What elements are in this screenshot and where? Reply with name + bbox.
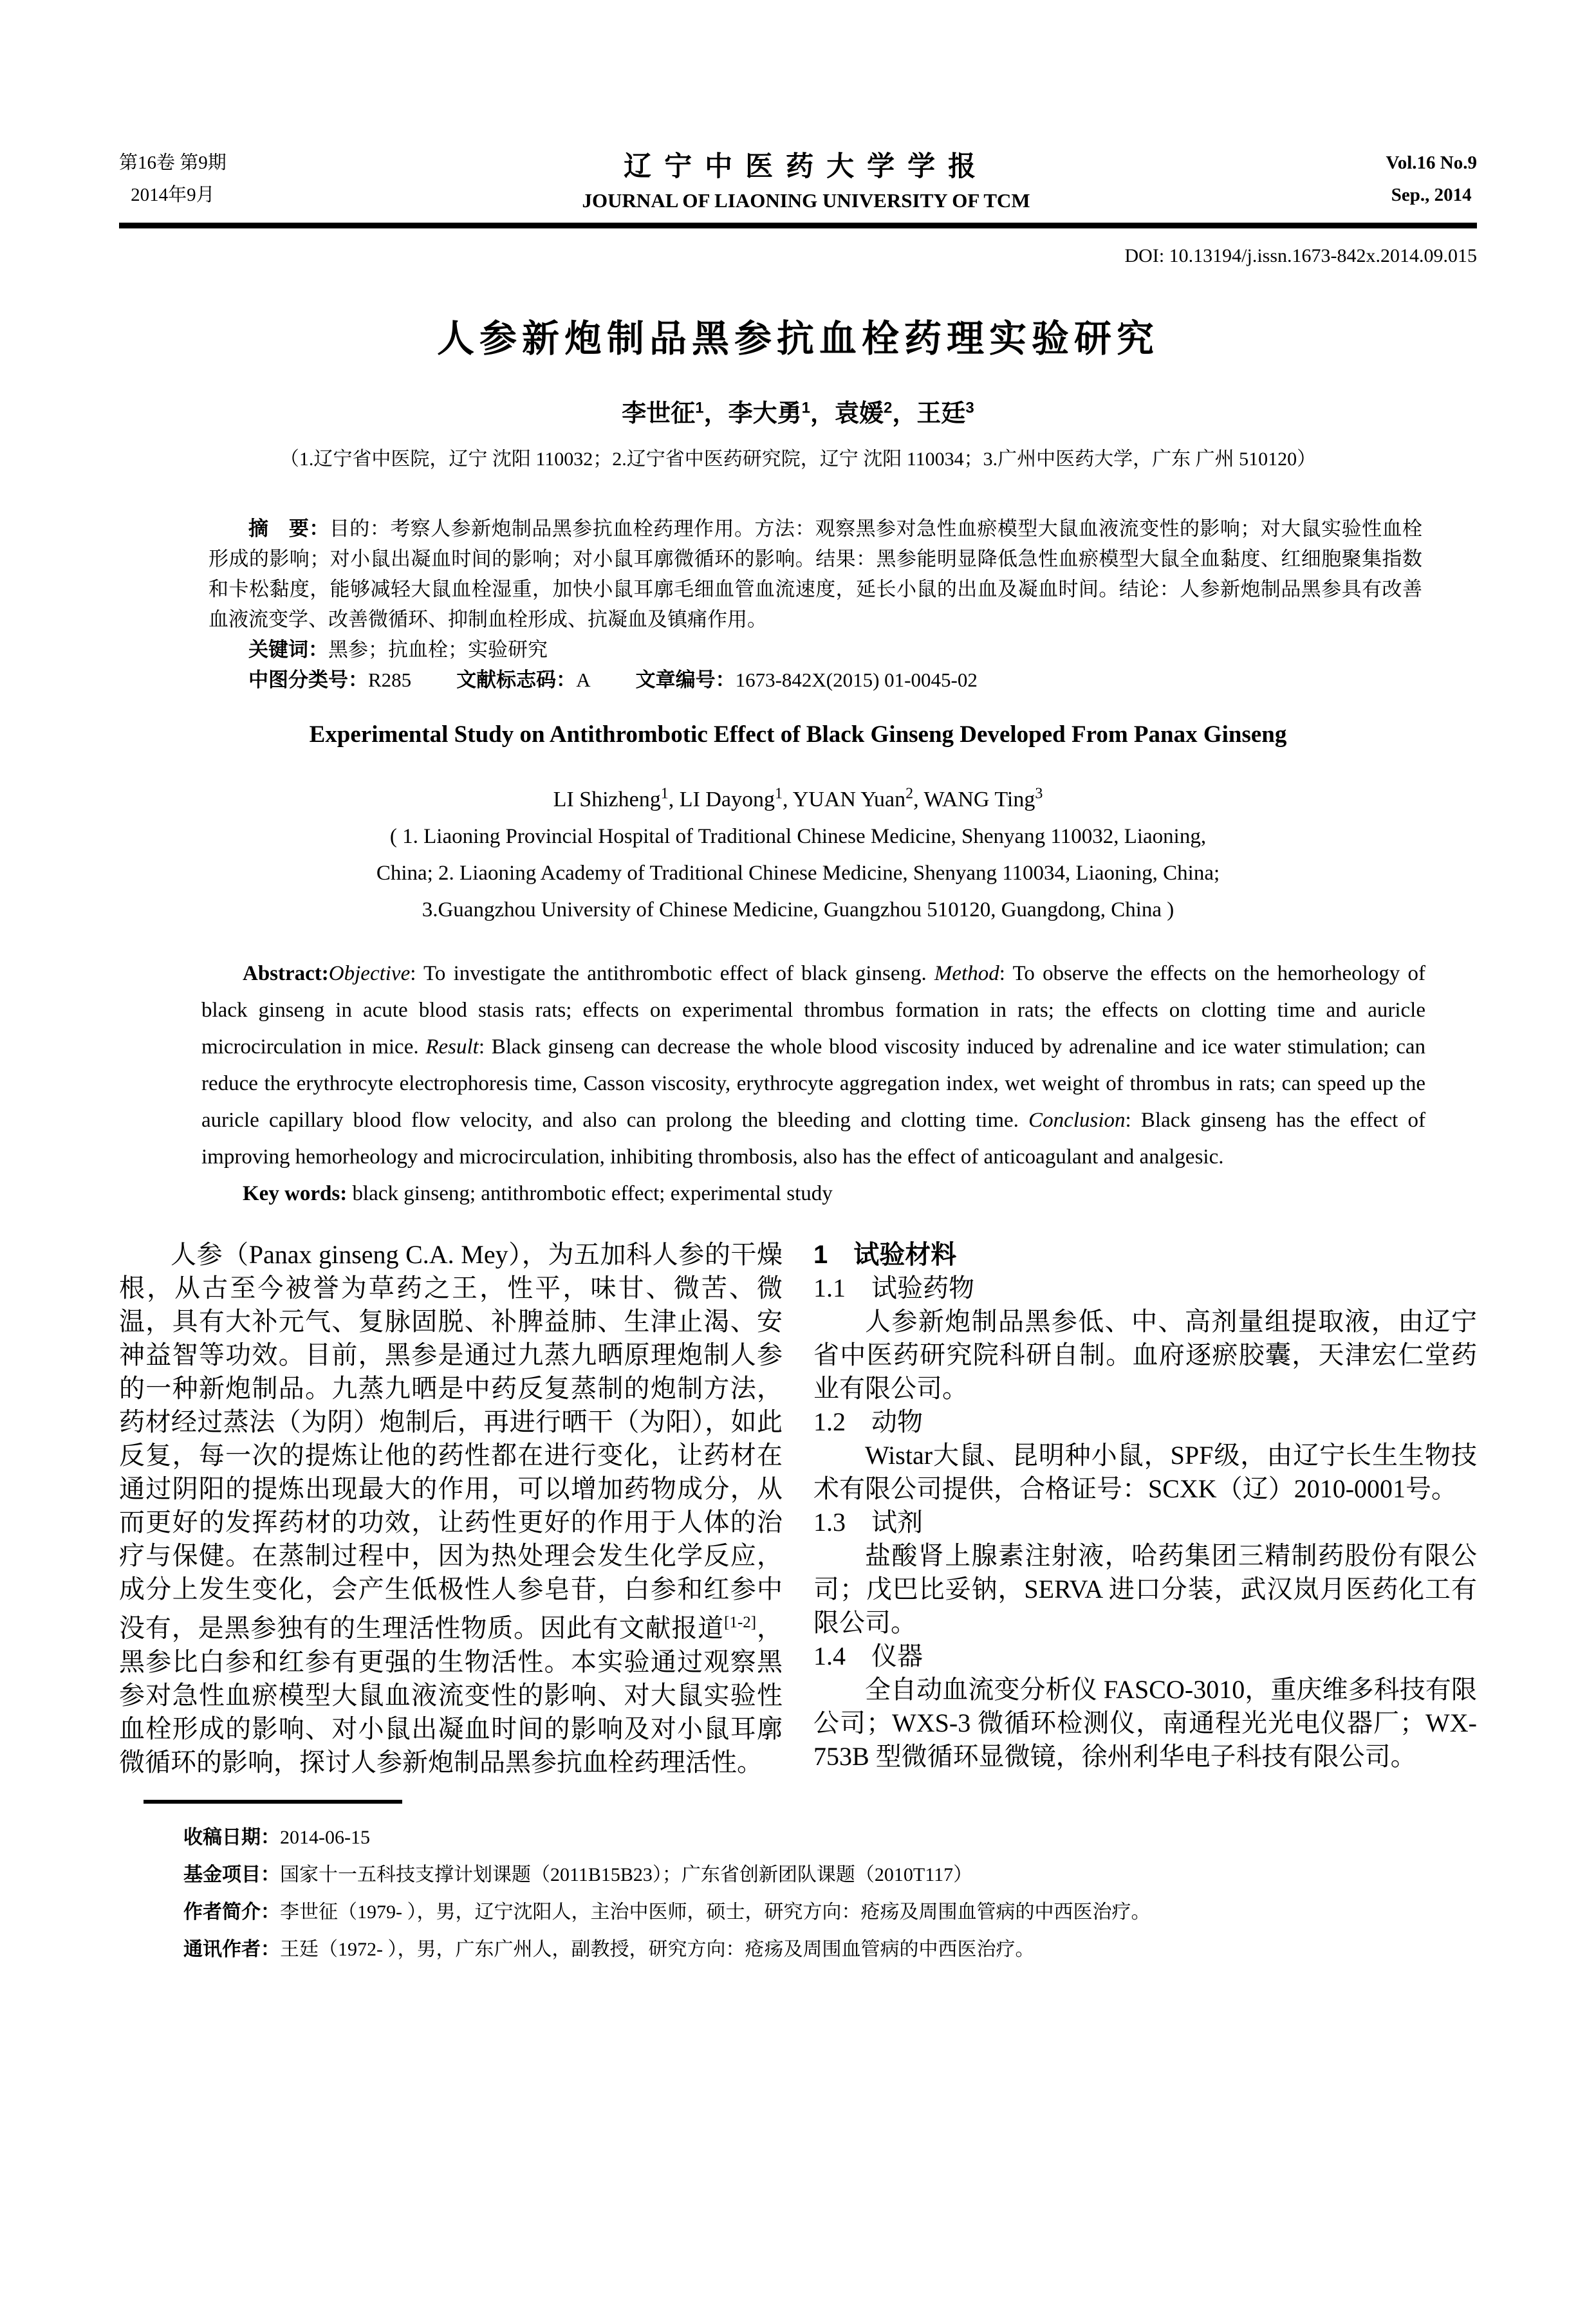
journal-masthead [119,0,1477,212]
author-cn: 李世征$^1$， [622,399,728,427]
date-en: Sep., 2014 [1391,184,1472,205]
keywords-en [201,1176,1425,1212]
keywords-cn-label: 关键词： [248,638,328,661]
affiliation-en-line: China; 2. Liaoning Academy of Traditional Chinese Medicine, Shenyang 110034, Liaoning, China; [376,862,1220,885]
section-body-1-4: 全自动血流变分析仪 FASCO-3010，重庆维多科技有限公司；WXS-3 微循环检测仪，南通程光光电仪器厂；WX-753B 型微循环显微镜，徐州利华电子科技有限公司。 [813,1675,1477,1771]
abstract-en-label: Abstract: [243,962,329,986]
author-en: WANG Ting$^3$ [923,786,1043,812]
article-title-en: Experimental Study on Antithrombotic Effect of Black Ginseng Developed From Panax Ginseng [309,721,1287,748]
abstract-en-text: : Black ginseng can decrease the whole blood viscosity induced by adrenaline and ice water stimulation; can reduce the erythrocyte electrophoresis time, Casson viscosity, erythrocyte aggregation index, wet weight of thrombus in rats; can speed up the auricle capillary blood flow velocity, and also can prolong the bleeding and clotting time. [201,1035,1425,1133]
affiliation-en-line: 3.Guangzhou University of Chinese Medicine, Guangzhou 510120, Guangdong, China ) [422,898,1174,922]
abstract-en-text: : To investigate the antithrombotic effect of black ginseng. [410,962,934,986]
footnote-author-bio: 作者简介：李世征（1979- ），男，辽宁沈阳人，主治中医师，硕士，研究方向：疮疡及周围血管病的中西医治疗。 [183,1901,1151,1923]
author-cn: 王廷$^3$ [916,399,974,427]
abstract-en-block [201,956,1425,1212]
section-heading-1-3: 1.3 试剂 [813,1508,923,1537]
keywords-cn [209,634,1422,665]
section-heading-1-2: 1.2 动物 [813,1407,923,1437]
intro-text: ，黑参比白参和红参有更强的生物活性。本实验通过观察黑参对急性血瘀模型大鼠血液流变性的影响、对大鼠实验性血栓形成的影响、对小鼠出凝血时间的影响及对小鼠耳廓微循环的影响，探讨人参新炮制品黑参抗血栓药理活性。 [119,1613,783,1777]
author-cn: 袁媛$^2$， [835,399,917,427]
footnotes [119,1819,1477,1968]
section-heading-1-1: 1.1 试验药物 [813,1273,974,1303]
masthead-volume-issue-en [1386,147,1477,211]
volume-issue-en: Vol.16 No.9 [1386,152,1477,173]
section-body-1-1: 人参新炮制品黑参低、中、高剂量组提取液，由辽宁省中医药研究院科研自制。血府逐瘀胶囊，天津宏仁堂药业有限公司。 [813,1307,1477,1403]
citation-ref: [1-2] [724,1614,757,1632]
document-code-label: 文献标志码： [456,669,577,691]
section-body-1-3: 盐酸肾上腺素注射液，哈药集团三精制药股份有限公司；戊巴比妥钠，SERVA 进口分装，武汉岚月医药化工有限公司。 [813,1541,1477,1638]
journal-name-cn: 辽宁中医药大学学报 [624,151,989,182]
body-left-column [119,1238,783,1779]
article-id-label: 文章编号： [635,669,736,691]
abstract-cn-block [209,513,1422,695]
abstract-en-method: Method [934,962,999,986]
masthead-journal-name [582,145,1030,212]
footnote-received-date: 收稿日期：2014-06-15 [183,1826,370,1848]
authors-cn [119,393,1477,429]
clc-line [209,665,1422,695]
author-en: LI Dayong$^1$, [679,786,793,812]
abstract-en [201,956,1425,1176]
affiliation-en-line: ( 1. Liaoning Provincial Hospital of Traditional Chinese Medicine, Shenyang 110032, Liaoning, [389,825,1207,849]
intro-paragraph [119,1238,783,1779]
date-cn: 2014年9月 [131,184,215,205]
doi-line: DOI: 10.13194/j.issn.1673-842x.2014.09.015 [1124,245,1477,266]
clc-label: 中图分类号： [248,669,368,691]
affiliations-en [119,819,1477,929]
clc-value: R285 [368,669,412,691]
author-en: LI Shizheng$^1$, [553,786,680,812]
volume-issue-cn: 第16卷 第9期 [119,152,227,173]
footnote-fund-project: 基金项目：国家十一五科技支撑计划课题（2011B15B23）；广东省创新团队课题（2010T117） [183,1864,973,1885]
abstract-en-objective: Objective [328,962,411,986]
authors-en [119,786,1477,812]
journal-name-en: JOURNAL OF LIAONING UNIVERSITY OF TCM [582,189,1030,212]
affiliations-cn: （1.辽宁省中医院，辽宁 沈阳 110032；2.辽宁省中医药研究院，辽宁 沈阳 110034；3.广州中医药大学，广东 广州 510120） [279,449,1317,470]
author-cn: 李大勇$^1$， [728,399,835,427]
section-body-1-2: Wistar大鼠、昆明种小鼠，SPF级，由辽宁长生生物技术有限公司提供，合格证号：SCXK（辽）2010-0001号。 [813,1441,1477,1504]
document-code-value: A [576,669,591,691]
keywords-cn-text: 黑参；抗血栓；实验研究 [328,638,548,661]
article-title-cn: 人参新炮制品黑参抗血栓药理实验研究 [436,318,1159,360]
abstract-en-conclusion: Conclusion [1028,1109,1126,1133]
abstract-cn [209,513,1422,634]
abstract-cn-text: 目的：考察人参新炮制品黑参抗血栓药理作用。方法：观察黑参对急性血瘀模型大鼠血液流变性的影响；对大鼠实验性血栓形成的影响；对小鼠出凝血时间的影响；对小鼠耳廓微循环的影响。结果：黑参能明显降低急性血瘀模型大鼠全血黏度、红细胞聚集指数和卡松黏度，能够减轻大鼠血栓湿重，加快小鼠耳廓毛细血管血流速度，延长小鼠的出血及凝血时间。结论：人参新炮制品黑参具有改善血液流变学、改善微循环、抑制血栓形成、抗凝血及镇痛作用。 [209,517,1422,631]
keywords-en-label: Key words: [243,1182,348,1206]
abstract-en-result: Result [425,1035,479,1059]
article-id-value: 1673-842X(2015) 01-0045-02 [735,669,978,691]
keywords-en-text: black ginseng; antithrombotic effect; experimental study [352,1182,833,1206]
abstract-en-text: : To observe the effects on the hemorheology of black ginseng in acute blood stasis rats; effects on experimental thrombus formation in rats; the effects on clotting time and auricle microcirculation in mice. [201,962,1425,1059]
intro-text: 人参（Panax ginseng C.A. Mey），为五加科人参的干燥根，从古至今被誉为草药之王，性平，味甘、微苦、微温，具有大补元气、复脉固脱、补脾益肺、生津止渴、安神益智等功效。目前，黑参是通过九蒸九晒原理炮制人参的一种新炮制品。九蒸九晒是中药反复蒸制的炮制方法，药材经过蒸法（为阴）炮制后，再进行晒干（为阳），如此反复，每一次的提炼让他的药性都在进行变化，让药材在通过阴阳的提炼出现最大的作用，可以增加药物成分，从而更好的发挥药材的功效，让药性更好的作用于人体的治疗与保健。在蒸制过程中，因为热处理会发生化学反应，成分上发生变化，会产生低极性人参皂苷，白参和红参中没有，是黑参独有的生理活性物质。因此有文献报道 [119,1240,783,1643]
abstract-en-text: : Black ginseng has the effect of improving hemorheology and microcirculation, inhibiting thrombosis, also has the effect of anticoagulant and analgesic. [201,1109,1426,1169]
section-heading-1-4: 1.4 仪器 [813,1642,923,1671]
author-en: YUAN Yuan$^2$, [792,786,924,812]
footnote-rule [144,1800,402,1804]
abstract-cn-label: 摘 要： [248,517,329,540]
footnote-corresponding-author: 通讯作者：王廷（1972- ），男，广东广州人，副教授，研究方向：疮疡及周围血管病的中西医治疗。 [183,1938,1035,1960]
masthead-rule [119,223,1477,228]
section-heading-1: 1 试验材料 [813,1241,957,1270]
article-body [119,1238,1477,1779]
body-right-column [813,1238,1477,1779]
masthead-volume-issue-cn [119,147,227,211]
